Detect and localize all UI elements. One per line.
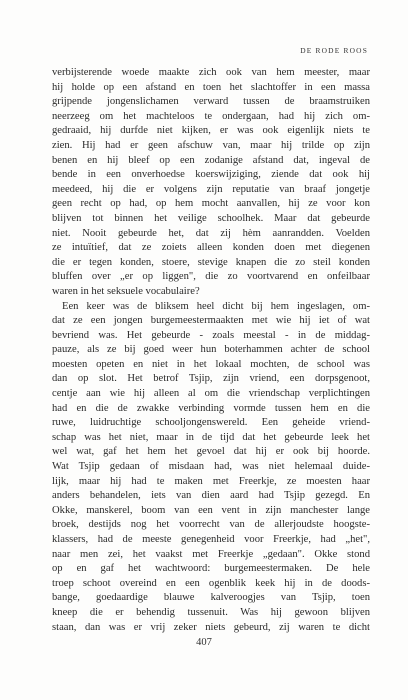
text-line: schap was het niet, maar in de tijd dat het gebeurde leek het bbox=[52, 431, 370, 443]
text-line: centje aan wie hij alleen al om die vriendschap verplichtingen bbox=[52, 388, 370, 400]
text-line: bende in een onverhoedse koerswijziging, ziende dat ook hij bbox=[52, 169, 370, 181]
text-line: wel wat, gaf het hem het gevoel dat hij er ook bij hoorde. bbox=[52, 446, 370, 458]
text-line: grijpende jongenslichamen verward tussen de braamstruiken bbox=[52, 96, 370, 108]
text-line: zien. Hij had er geen afschuw van, maar hij trilde op zijn bbox=[52, 139, 370, 151]
text-line: dan op slot. Het betrof Tsjip, zijn vriend, een dorpsgenoot, bbox=[52, 373, 370, 385]
text-line: geen recht op had, op hem mocht aanvallen, hij ze voor kon bbox=[52, 198, 370, 210]
text-line: Een keer was de bliksem heel dicht bij hem ingeslagen, om- bbox=[62, 300, 370, 312]
text-line: blijven tot binnen het veilige schoolhek. Maar dat gebeurde bbox=[52, 212, 370, 224]
text-line: niet. Nooit gebeurde het, dat zij hèm aanrandden. Voelden bbox=[52, 227, 370, 239]
text-line: lijk, maar hij had te maken met Freerkje, ze moesten haar bbox=[52, 475, 370, 487]
running-head: DE RODE ROOS bbox=[300, 46, 368, 55]
text-line: bevriend was. Het gebeurde - zoals meestal - in de middag- bbox=[52, 329, 370, 341]
text-line: ruwe, luidruchtige schooljongenswereld. Een geheide vriend- bbox=[52, 417, 370, 429]
text-line: hij holde op een afstand en toen het slachtoffer in een massa bbox=[52, 81, 370, 93]
page-number: 407 bbox=[196, 637, 212, 648]
text-line: moesten opeten en niet in het lokaal mochten, de school was bbox=[52, 358, 370, 370]
text-line: verbijsterende woede maakte zich ook van hem meester, maar bbox=[52, 67, 370, 78]
text-line: anders behandelen, iets van dien aard had Tsjip gezegd. En bbox=[52, 490, 370, 502]
text-line: benen en hij bleef op een zodanige afstand dat, ingeval de bbox=[52, 154, 370, 166]
text-line: waren in het seksuele vocabulaire? bbox=[52, 285, 200, 297]
text-line: die er tegen konden, stoere, stevige knapen die zo steil konden bbox=[52, 256, 370, 268]
text-line: broek, destijds nog het voorrecht van de allerjoudste hoogste- bbox=[52, 519, 370, 531]
text-line: Wat Tsjip gedaan of misdaan had, was niet helemaal duide- bbox=[52, 461, 370, 473]
text-line: gedraaid, hij durfde niet kijken, er was ook eigenlijk niets te bbox=[52, 125, 370, 137]
text-line: pauze, als ze bij goed weer hun boterhammen achter de school bbox=[52, 344, 370, 356]
text-line: klassers, had de meeste genegenheid voor Freerkje, had „het", bbox=[52, 534, 370, 545]
text-line: troep schoot overeind en een ogenblik keek hij in de doods- bbox=[52, 577, 370, 589]
text-line: op en gaf het wachtwoord: burgemeestermaken. De hele bbox=[52, 563, 370, 575]
text-line: had en die de zwakke verbinding vormde tussen hem en die bbox=[52, 402, 370, 414]
text-line: neerzeeg om het machteloos te ondergaan, had hij zich om- bbox=[52, 110, 370, 122]
text-line: dat ze een jongen burgemeestermaakten met wie hij iet of wat bbox=[52, 315, 370, 327]
text-line: bluffen over „er op liggen", die zo voortvarend en onfeilbaar bbox=[52, 271, 370, 283]
text-line: bange, goedaardige blauwe kalveroogjes van Tsjip, toen bbox=[52, 592, 370, 604]
text-line: kneep die er behendig tussenuit. Was hij gewoon blijven bbox=[52, 606, 370, 618]
text-line: naar men zei, het vaakst met Freerkje „gedaan". Okke stond bbox=[52, 548, 370, 560]
body-text bbox=[52, 66, 370, 635]
text-line: staan, dan was er vrij zeker niets gebeurd, zij waren te dicht bbox=[52, 621, 370, 633]
text-line: ze intuïtief, dat ze zoiets alleen konden doen met diegenen bbox=[52, 242, 370, 254]
text-line: meedeed, hij die er volgens zijn reputatie van braaf jongetje bbox=[52, 183, 370, 195]
text-line: Okke, manskerel, boom van een vent in zijn manchester lange bbox=[52, 504, 370, 516]
